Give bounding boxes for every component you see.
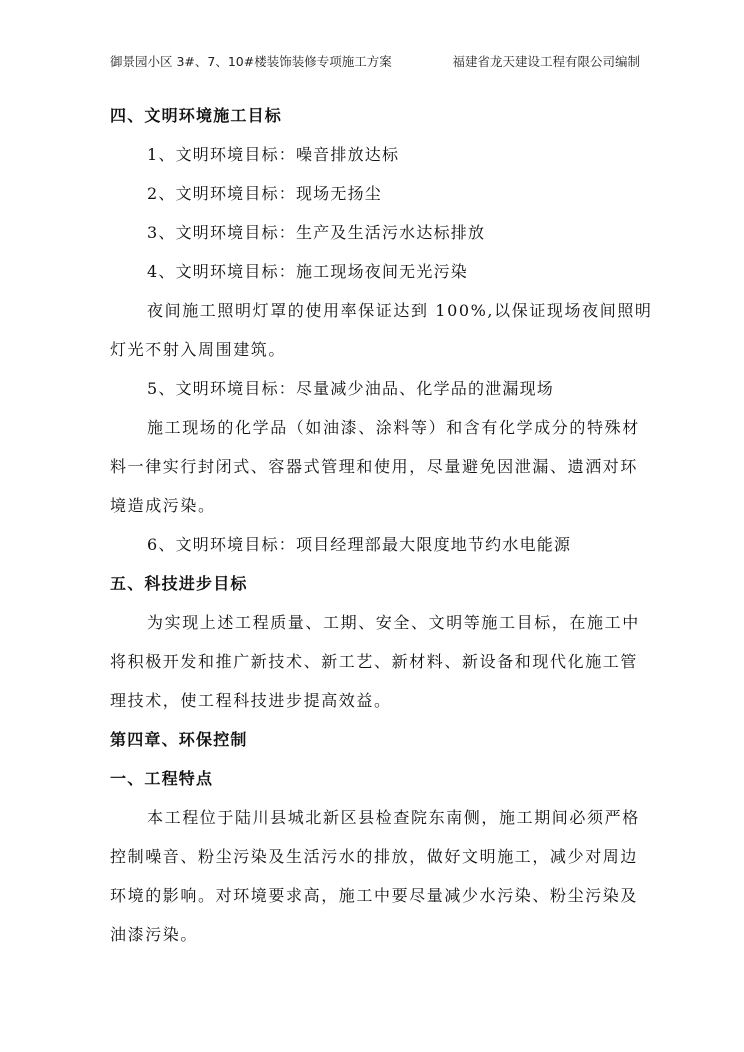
chapter-4-heading: 第四章、环保控制	[110, 730, 248, 749]
goal-item-5-paragraph	[110, 408, 638, 525]
goal-item-3: 3、文明环境目标：生产及生活污水达标排放	[147, 223, 486, 242]
paragraph-line: 理技术，使工程科技进步提高效益。	[110, 691, 392, 710]
section-4-heading: 四、文明环境施工目标	[110, 106, 283, 125]
paragraph-line: 为实现上述工程质量、工期、安全、文明等施工目标，在施工中	[147, 613, 640, 632]
header-rule	[108, 78, 638, 79]
paragraph-line: 境造成污染。	[110, 496, 216, 515]
paragraph-line: 油漆污染。	[110, 925, 199, 944]
section-5-paragraph	[110, 603, 638, 720]
document-body	[110, 96, 653, 954]
goal-item-2: 2、文明环境目标：现场无扬尘	[147, 184, 382, 203]
goal-item-4-paragraph	[110, 291, 653, 369]
paragraph-line: 料一律实行封闭式、容器式管理和使用，尽量避免因泄漏、遗洒对环	[110, 457, 639, 476]
subsection-1-paragraph	[110, 798, 638, 954]
header-document-title: 御景园小区 3#、7、10#楼装饰装修专项施工方案	[110, 54, 392, 69]
goal-item-6: 6、文明环境目标：项目经理部最大限度地节约水电能源	[147, 535, 572, 554]
header-company-name: 福建省龙天建设工程有限公司编制	[452, 54, 640, 69]
paragraph-line: 夜间施工照明灯罩的使用率保证达到 100%,以保证现场夜间照明	[147, 301, 653, 320]
goal-item-5: 5、文明环境目标：尽量减少油品、化学品的泄漏现场	[147, 379, 554, 398]
page-header	[110, 52, 640, 72]
paragraph-line: 将积极开发和推广新技术、新工艺、新材料、新设备和现代化施工管	[110, 652, 639, 671]
section-5-heading: 五、科技进步目标	[110, 574, 248, 593]
paragraph-line: 环境的影响。对环境要求高，施工中要尽量减少水污染、粉尘污染及	[110, 886, 639, 905]
goal-item-4: 4、文明环境目标：施工现场夜间无光污染	[147, 262, 468, 281]
paragraph-line: 本工程位于陆川县城北新区县检查院东南侧，施工期间必须严格	[147, 808, 640, 827]
goal-item-1: 1、文明环境目标：噪音排放达标	[147, 145, 400, 164]
paragraph-line: 控制噪音、粉尘污染及生活污水的排放，做好文明施工，减少对周边	[110, 847, 639, 866]
subsection-1-heading: 一、工程特点	[110, 769, 214, 788]
paragraph-line: 施工现场的化学品（如油漆、涂料等）和含有化学成分的特殊材	[147, 418, 640, 437]
paragraph-line: 灯光不射入周围建筑。	[110, 340, 287, 359]
